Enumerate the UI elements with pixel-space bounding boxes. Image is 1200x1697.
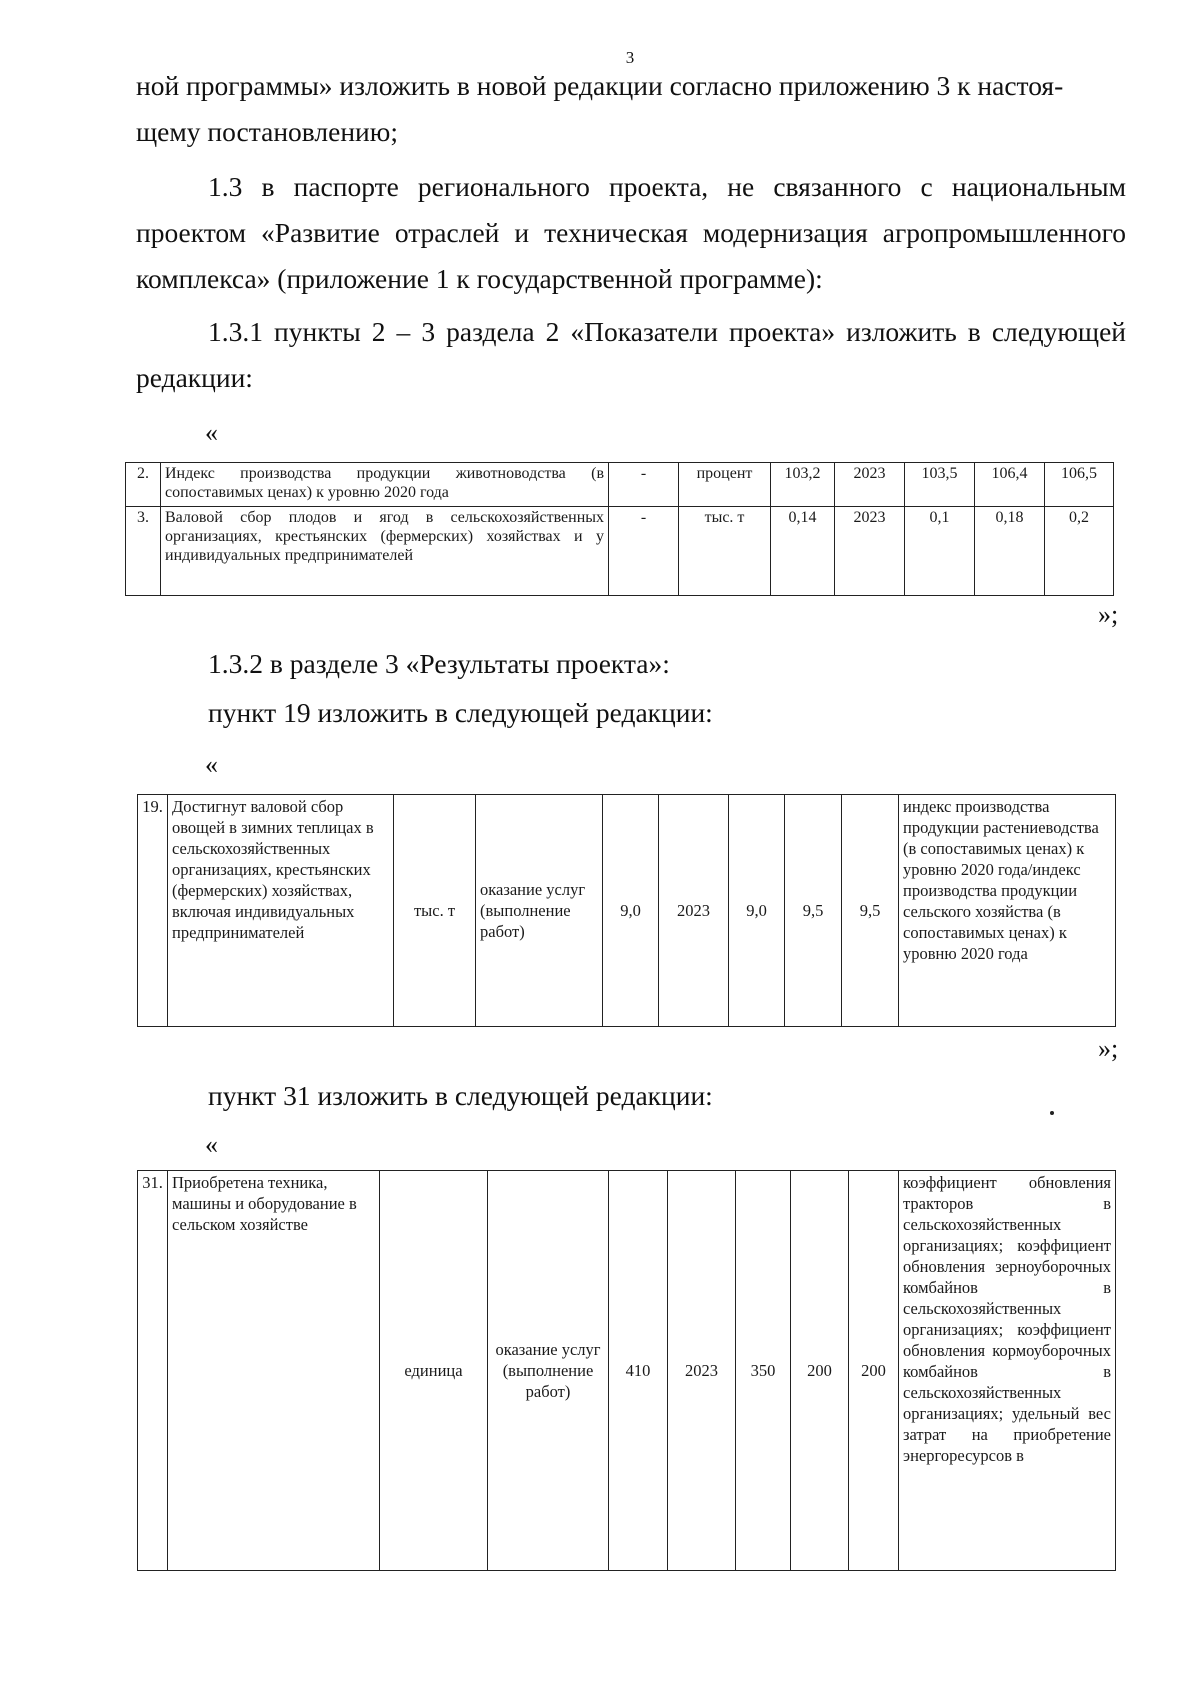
paragraph-1-3: 1.3 в паспорте регионального проекта, не связанного с национальным проектом «Развитие отраслей и техническая модернизация агропромышленного комплекса» (приложение 1 к государственной программе):	[136, 171, 1126, 294]
value: 350	[736, 1171, 791, 1571]
opening-quote-1: «	[205, 418, 218, 447]
row-number: 2.	[126, 463, 161, 507]
table-row	[126, 463, 1114, 507]
cell: -	[609, 507, 679, 596]
unit: единица	[380, 1171, 488, 1571]
row-number: 3.	[126, 507, 161, 596]
base-year: 2023	[659, 795, 729, 1027]
value: 200	[791, 1171, 849, 1571]
value: 200	[849, 1171, 899, 1571]
result-type: оказание услуг (выполнение работ)	[488, 1171, 609, 1571]
indicator-name: Валовой сбор плодов и ягод в сельскохозяйственных организациях, крестьянских (фермерских) хозяйствах и у индивидуальных предпринимателей	[161, 507, 609, 596]
value: 0,2	[1045, 507, 1114, 596]
base-value: 0,14	[771, 507, 835, 596]
table-row	[138, 1171, 1116, 1571]
table-row	[126, 507, 1114, 596]
cell: -	[609, 463, 679, 507]
unit: процент	[679, 463, 771, 507]
value: 106,5	[1045, 463, 1114, 507]
unit: тыс. т	[394, 795, 476, 1027]
paragraph-1-3-2: 1.3.2 в разделе 3 «Результаты проекта»:	[208, 648, 670, 679]
value: 9,0	[729, 795, 785, 1027]
base-value: 103,2	[771, 463, 835, 507]
indicators-table	[125, 462, 1114, 596]
result-31-table	[137, 1170, 1116, 1571]
row-number: 19.	[138, 795, 168, 1027]
base-value: 9,0	[603, 795, 659, 1027]
value: 103,5	[905, 463, 975, 507]
value: 0,1	[905, 507, 975, 596]
item-19-intro: пункт 19 изложить в следующей редакции:	[208, 697, 713, 728]
indicator-name: Индекс производства продукции животноводства (в сопоставимых ценах) к уровню 2020 года	[161, 463, 609, 507]
item-31-intro: пункт 31 изложить в следующей редакции:	[208, 1080, 713, 1111]
stray-dot	[1050, 1111, 1054, 1115]
unit: тыс. т	[679, 507, 771, 596]
page-number: 3	[625, 48, 635, 67]
intro-line-1: ной программы» изложить в новой редакции согласно приложению 3 к настоя-	[136, 70, 1064, 101]
table-row	[138, 795, 1116, 1027]
result-19-table	[137, 794, 1116, 1027]
result-type: оказание услуг (выполнение работ)	[476, 795, 603, 1027]
base-year: 2023	[668, 1171, 736, 1571]
row-number: 31.	[138, 1171, 168, 1571]
closing-quote-2: »;	[1098, 1034, 1119, 1063]
base-year: 2023	[835, 463, 905, 507]
linked-indicators: коэффициент обновления тракторов в сельскохозяйственных организациях; коэффициент обновления зерноуборочных комбайнов в сельскохозяйственных организациях; коэффициент обновления кормоуборочных комбайнов в сельскохозяйственных организациях; удельный вес затрат на приобретение энергоресурсов в	[899, 1171, 1116, 1571]
opening-quote-2: «	[205, 750, 218, 779]
linked-indicators: индекс производства продукции растениеводства (в сопоставимых ценах) к уровню 2020 года/индекс производства продукции сельского хозяйства (в сопоставимых ценах) к уровню 2020 года	[899, 795, 1116, 1027]
opening-quote-3: «	[205, 1130, 218, 1159]
result-name: Приобретена техника, машины и оборудование в сельском хозяйстве	[168, 1171, 380, 1571]
base-value: 410	[609, 1171, 668, 1571]
value: 9,5	[842, 795, 899, 1027]
value: 9,5	[785, 795, 842, 1027]
intro-line-2: щему постановлению;	[136, 116, 398, 147]
value: 0,18	[975, 507, 1045, 596]
value: 106,4	[975, 463, 1045, 507]
result-name: Достигнут валовой сбор овощей в зимних теплицах в сельскохозяйственных организациях, крестьянских (фермерских) хозяйствах, включая индивидуальных предпринимателей	[168, 795, 394, 1027]
paragraph-1-3-1: 1.3.1 пункты 2 – 3 раздела 2 «Показатели проекта» изложить в следующей редакции:	[136, 316, 1126, 393]
base-year: 2023	[835, 507, 905, 596]
closing-quote-1: »;	[1098, 600, 1119, 629]
